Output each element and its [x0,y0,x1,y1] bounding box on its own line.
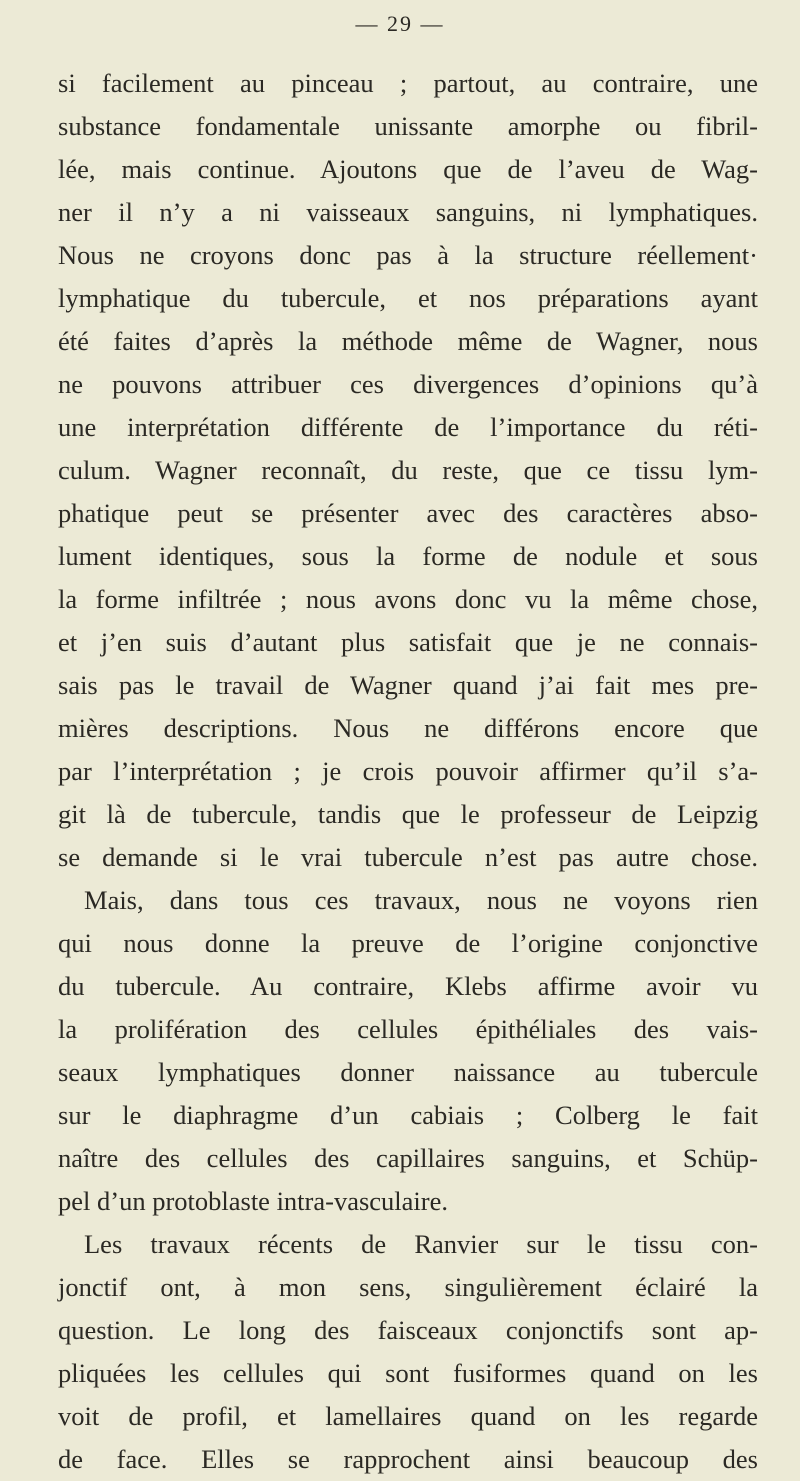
text-line: culum. Wagner reconnaît, du reste, que ce tissu lym- [58,455,758,485]
text-line: la prolifération des cellules épithéliales des vais- [58,1014,758,1044]
text-line: ne pouvons attribuer ces divergences d’opinions qu’à [58,369,758,399]
text-line: du tubercule. Au contraire, Klebs affirme avoir vu [58,971,758,1001]
paragraph-1 [58,62,758,879]
body-text [58,62,758,1481]
text-line: pel d’un protoblaste intra-vasculaire. [58,1186,448,1216]
text-line: lée, mais continue. Ajoutons que de l’aveu de Wag- [58,154,758,184]
text-line: question. Le long des faisceaux conjonctifs sont ap- [58,1315,758,1345]
text-line: si facilement au pinceau ; partout, au contraire, une [58,68,758,98]
text-line: Mais, dans tous ces travaux, nous ne voyons rien [84,885,758,915]
text-line: de face. Elles se rapprochent ainsi beaucoup des [58,1444,758,1474]
text-line: pliquées les cellules qui sont fusiformes quand on les [58,1358,758,1388]
text-line: phatique peut se présenter avec des caractères abso- [58,498,758,528]
text-line: seaux lymphatiques donner naissance au tubercule [58,1057,758,1087]
text-line: git là de tubercule, tandis que le professeur de Leipzig [58,799,758,829]
text-line: par l’interprétation ; je crois pouvoir affirmer qu’il s’a- [58,756,758,786]
text-line: et j’en suis d’autant plus satisfait que je ne connais- [58,627,758,657]
paragraph-2 [58,879,758,1223]
page-number: — 29 — [355,11,445,36]
text-line: voit de profil, et lamellaires quand on les regarde [58,1401,758,1431]
text-line: ner il n’y a ni vaisseaux sanguins, ni lymphatiques. [58,197,758,227]
text-line: mières descriptions. Nous ne différons encore que [58,713,758,743]
text-line: lument identiques, sous la forme de nodule et sous [58,541,758,571]
paragraph-3 [58,1223,758,1481]
text-line: Nous ne croyons donc pas à la structure réellement· [58,240,758,270]
text-line: été faites d’après la méthode même de Wagner, nous [58,326,758,356]
text-line: Les travaux récents de Ranvier sur le tissu con- [84,1229,758,1259]
text-line: qui nous donne la preuve de l’origine conjonctive [58,928,758,958]
text-line: se demande si le vrai tubercule n’est pas autre chose. [58,842,758,872]
text-line: sais pas le travail de Wagner quand j’ai fait mes pre- [58,670,758,700]
text-line: naître des cellules des capillaires sanguins, et Schüp- [58,1143,758,1173]
text-line: la forme infiltrée ; nous avons donc vu la même chose, [58,584,758,614]
text-line: substance fondamentale unissante amorphe ou fibril- [58,111,758,141]
text-line: sur le diaphragme d’un cabiais ; Colberg le fait [58,1100,758,1130]
text-line: jonctif ont, à mon sens, singulièrement éclairé la [58,1272,758,1302]
text-line: une interprétation différente de l’importance du réti- [58,412,758,442]
text-line: lymphatique du tubercule, et nos préparations ayant [58,283,758,313]
